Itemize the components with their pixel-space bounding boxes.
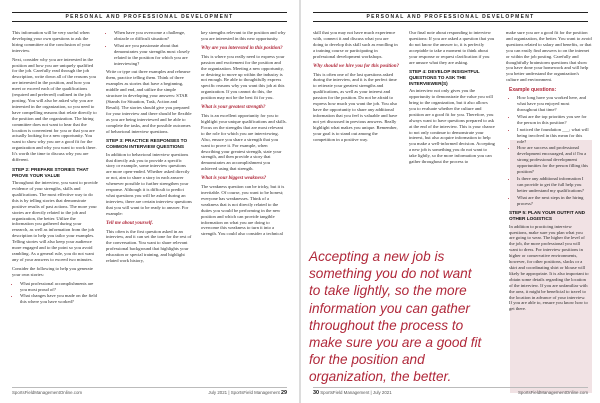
question-heading: Why should we hire you for this position? <box>313 63 399 69</box>
section-heading: STEP 4: DEVELOP INSIGHTFUL QUESTIONS TO ASK THE INTERVIEWER(S) <box>409 69 480 86</box>
list-item: • What changes have you made on the field this where you have worked? <box>20 293 98 305</box>
paragraph: Consider the following to help you generate your own stories: <box>12 265 93 277</box>
left-running-header: PERSONAL AND PROFESSIONAL DEVELOPMENT <box>12 12 287 22</box>
list-item: • What professional accomplishments are you most proud of? <box>20 281 98 293</box>
paragraph: This often is the first question asked in an interview, and it can set the tone for the rest of the conversation. You want to share relevant professional background that highlights your education or special training, and highlight related work history, <box>106 228 192 264</box>
pull-quote: Accepting a new job is something you do not want to take lightly, so the more information you can gather throughout the process to make sure you are a good fit for the position and organization, the better. <box>309 249 482 385</box>
example-questions-list <box>509 95 589 206</box>
left-footer <box>12 387 287 397</box>
footer-date: | July 2021 <box>370 390 392 395</box>
paragraph: make sure you are a good fit for the position and organization, the better. You want to avoid questions related to salary and benefits, or that you can easily find answers to on the internet or within the job posting. Carefully and thoughtfully brainstorm questions that show you have done your homework and will help you better understand the organization's culture and environment. <box>506 30 592 83</box>
question-heading: Tell me about yourself. <box>106 220 154 226</box>
footer-date: July 2021 | <box>208 390 230 395</box>
paragraph: This is an excellent opportunity for you to highlight your unique qualifications and skills. Focus on the strengths that are most relevant to the role for which you are interviewing. Also, ensure you share a strength that you want to prove it. For example, when describing your greatest strength, state your strength, and then provide a story that demonstrates an accomplishment you achieved using that strength. <box>201 113 287 172</box>
bullet-list <box>12 281 98 306</box>
paragraph: skill that you may not have much experience with, connect it and discuss what you are doing to develop this skill such as enrolling in a training course or participating in professional development workshops. <box>313 30 398 59</box>
page-number: 29 <box>281 390 287 396</box>
right-page <box>301 0 600 403</box>
paragraph: In addition to behavioral interview questions that directly ask you to provide a specific story or example, some interview questions are more open-ended. Whether asked directly or not, aim to share a story in each answer whenever possible to further strengthen your response. Although it is difficult to predict what questions you will be asked during an interview, there are certain interview questions that you will want to be ready to answer. For example: <box>106 151 192 216</box>
example-questions-heading: Example questions: <box>509 87 557 94</box>
footer-magazine: SportsField Management <box>320 390 370 395</box>
bullet-list <box>106 30 192 66</box>
right-column-1 <box>313 30 399 145</box>
left-column-1 <box>12 30 98 308</box>
footer-website: SportsFieldManagementOnline.com <box>517 390 588 395</box>
left-page <box>0 0 299 403</box>
list-item: • What are the top priorities you see for the person in this position? <box>517 114 589 126</box>
paragraph: An interview not only gives you the opportunity to demonstrate the value you will bring to the organization, but it also allows you to evaluate whether the culture and position are a good fit for you. Therefore, you always want to have questions prepared to ask at the end of the interview. This is your chance to not only continue to demonstrate your interest, but also acquire information to help you make a well-informed decision. Accepting a new job is something you do not want to take lightly, so the more information you can gather throughout the process to <box>409 88 495 165</box>
question-heading: Why are you interested in this position? <box>201 45 283 51</box>
page-number: 30 <box>313 390 319 396</box>
paragraph: Write or type out three examples and rehearse them, practice telling them. Think of three examples as stories that have a beginning, middle and end, and utilize the simple structure in developing your answers: STAR (Stands for Situation, Task, Action and Result). The stories should give you prepared for your interview and there should be flexible as you are being interviewed and be able to complete the tasks, and the possible outcomes of behavioral interview questions. <box>106 69 192 134</box>
list-item: • Is there any additional information I can provide to get the full help you better understand my qualifications? <box>517 176 589 194</box>
footer-website: SportsFieldManagementOnline.com <box>12 390 83 395</box>
right-footer <box>313 387 588 397</box>
paragraph: The weakness question can be tricky, but it is inevitable. Of course, you want to be honest; everyone has weaknesses. Think of a weakness that is not directly related to the duties you would be performing in the new position and which can provide tangible information on what you are doing to overcome this weakness to turn it into a strength. You could also consider a technical <box>201 184 285 237</box>
section-heading: STEP 5: PLAN YOUR OUTFIT AND OTHER LOGISTICS <box>509 210 585 222</box>
right-running-header: PERSONAL AND PROFESSIONAL DEVELOPMENT <box>313 12 588 22</box>
paragraph: This information will be very useful when developing your own questions to ask the hiring committee at the conclusion of your interview. <box>12 30 91 53</box>
question-heading: What is your greatest strength? <box>201 105 266 111</box>
list-item: • When have you overcome a challenge, obstacle or difficult situation? <box>114 30 192 42</box>
paragraph: key strengths relevant to the position and why you are interested in this new opportunity. <box>201 30 286 41</box>
paragraph: This is where you really need to express your passion and excitement for the position and the organization. Meeting a new opportunity, or desiring to move up within the industry is not enough. Be able to thoughtfully express specific reasons why you want this job at this organization. If you cannot do this, the position may not be the best fit for you. <box>201 53 285 101</box>
list-item: • What are the next steps in the hiring process? <box>517 195 589 207</box>
footer-folio <box>208 388 287 398</box>
list-item: • How long have you worked here, and what have you enjoyed most throughout that time? <box>517 95 589 113</box>
paragraph: Next, consider why you are interested in the position and how you are uniquely qualified for the job. Carefully read through the job description, write down all of the reasons you are interested in the position, and how you meet or exceed each of the qualifications (required and preferred) outlined in the job posting. You will also be asked why you are interested in the organization, so you need to have compelling reasons that relate directly to the position and the organization. The hiring committee does not want to hear that the location is convenient for you or that you are actually looking for a new opportunity. You want to show why you are a good fit for the organization and why you want to work there. It's worth the time to discuss why you are different. <box>12 56 97 163</box>
left-column-2 <box>106 30 192 267</box>
footer-magazine: SportsField Management <box>230 390 280 395</box>
right-column-2 <box>409 30 495 168</box>
list-item: • How are success and professional development encouraged, and if I'm a strong professional development opportunities for the person filling this position? <box>517 145 589 175</box>
paragraph: Throughout the interview, you want to provide evidence of your strengths, skills and qualifications. The most effective way to do this is by telling stories that demonstrate positive results of past actions. The more your stories are directly related to the job and organization, the better. Utilize the information you gathered during your research, as well as information from the job description to help you tailor your examples. Telling stories will also keep your audience more engaged and to the point so you avoid rambling. As a general rule, you do not want any of your answers to exceed two minutes. <box>12 180 98 262</box>
right-column-3 <box>506 30 592 315</box>
section-heading: STEP 2: PREPARE STORIES THAT PROVE YOUR VALUE <box>12 166 89 178</box>
list-item: • What are you passionate about that demonstrates your strengths most closely related to the position for which you are interviewing? <box>114 43 192 67</box>
paragraph: Our final note about responding to interview questions: If you are asked a question that you do not know the answer to, it is perfectly acceptable to take a moment to think about your response or request clarification if you are unsure what they are asking. <box>409 30 495 65</box>
list-item: • I noticed the foundation ___; what will being involved in this mean for this role? <box>517 127 589 145</box>
footer-folio <box>313 388 392 398</box>
left-column-3 <box>201 30 287 240</box>
section-heading: STEP 3: PRACTICE RESPONSES TO COMMON INTERVIEW QUESTIONS <box>106 138 188 149</box>
question-heading: What is your biggest weakness? <box>201 176 267 182</box>
paragraph: This is often one of the last questions asked during the interview, and it is the perfect time to reiterate your greatest strengths and qualifications, as well as your interest and passion for the position. Do not be afraid to express how much you want the job. You also have the opportunity to share any additional information that you feel is valuable and have not yet discussed in previous answers. Really highlight what makes you unique. Remember, your goal is to stand out among the competition in a positive way. <box>313 71 398 142</box>
paragraph: In addition to practicing interview questions, make sure you plan what you are going to wear. The higher the level of the job, the more professional you will want to dress. For interview positions in higher or conservative environments, however, for other positions, slacks or a skirt and coordinating shirt or blouse will likely be appropriate. It is also important to obtain some details regarding the location of the interview. If you are unfamiliar with the area, it might be beneficial to travel to the location in advance of your interview. If you are able to, ensure you know how to get there. <box>509 223 589 312</box>
